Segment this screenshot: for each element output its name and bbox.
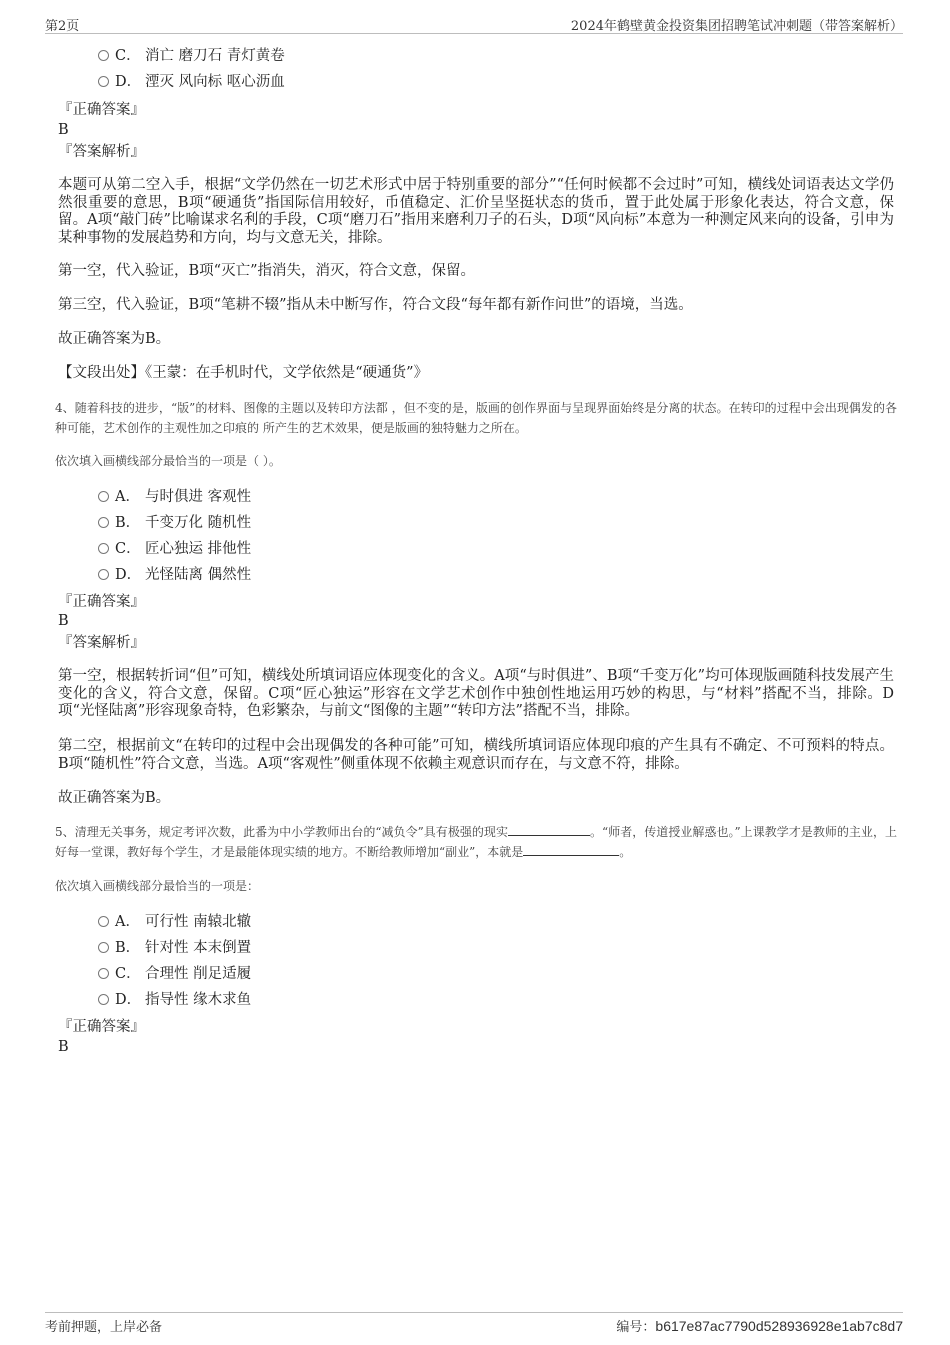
page-footer [45, 1312, 903, 1335]
radio-icon[interactable] [98, 942, 109, 953]
fill-blank [523, 843, 619, 856]
analysis-paragraph: 第二空，根据前文“在转印的过程中会出现偶发的各种可能”可知，横线所填词语应体现印痕的产生具有不确定、不可预料的特点。B项“随机性”符合文意，当选。A项“客观性”侧重体现不依赖主观意识而存在，与文意不符，排除。 [58, 738, 894, 772]
radio-icon[interactable] [98, 76, 109, 87]
analysis-paragraph: 第一空，代入验证，B项“灭亡”指消失，消灭，符合文意，保留。 [58, 263, 475, 279]
analysis-paragraph: 第一空，根据转折词“但”可知，横线处所填词语应体现变化的含义。A项“与时俱进”、B项“千变万化”均可体现版画随科技发展产生变化的含义，符合文意，保留。C项“匠心独运”形容在文学艺术创作中独创性地运用巧妙的构思，与“材料”搭配不当，排除。D项“光怪陆离”形容现象奇特，色彩繁杂，与前文“图像的主题”“转印方法”搭配不当，排除。 [58, 668, 894, 719]
option-a[interactable]: A． 与时俱进 客观性 [98, 487, 251, 507]
page-header [45, 15, 903, 34]
option-d[interactable]: D． 湮灭 风向标 呕心沥血 [98, 72, 285, 92]
option-c[interactable]: C． 匠心独运 排他性 [98, 539, 251, 559]
document-title: 2024年鹤壁黄金投资集团招聘笔试冲刺题（带答案解析） [570, 19, 903, 34]
question-stem: 4、随着科技的进步，“版”的材料、图像的主题以及转印方法都 ，但不变的是，版画的创作界面与呈现界面始终是分离的状态。在转印的过程中会出现偶发的各种可能，艺术创作的主观性加之印痕的 所产生的艺术效果，便是版画的独特魅力之所在。 [55, 401, 897, 435]
answer-label: 『正确答案』 [58, 594, 145, 610]
option-d[interactable]: D． 光怪陆离 偶然性 [98, 565, 251, 585]
analysis-paragraph: 第三空，代入验证，B项“笔耕不辍”指从未中断写作，符合文段“每年都有新作问世”的语境，当选。 [58, 297, 693, 313]
option-b[interactable]: B． 千变万化 随机性 [98, 513, 251, 533]
analysis-paragraph: 故正确答案为B。 [58, 790, 171, 806]
option-b[interactable]: B． 针对性 本末倒置 [98, 938, 251, 958]
footer-slogan: 考前押题，上岸必备 [45, 1320, 163, 1335]
analysis-paragraph: 故正确答案为B。 [58, 331, 171, 347]
radio-icon[interactable] [98, 543, 109, 554]
radio-icon[interactable] [98, 491, 109, 502]
question-stem: 5、清理无关事务，规定考评次数，此番为中小学教师出台的“减负令”具有极强的现实 。“师者，传道授业解惑也。”上课教学才是教师的主业，上好每一堂课，教好每个学生，才是最能体现实绩的地方。不断给教师增加“副业”，本就是 。 [55, 825, 897, 859]
radio-icon[interactable] [98, 569, 109, 580]
radio-icon[interactable] [98, 968, 109, 979]
option-c[interactable]: C． 合理性 削足适履 [98, 964, 251, 984]
fill-blank [508, 823, 590, 836]
page-number: 第2页 [45, 19, 80, 34]
option-a[interactable]: A． 可行性 南辕北辙 [98, 912, 251, 932]
option-c[interactable]: C． 消亡 磨刀石 青灯黄卷 [98, 46, 285, 66]
question-prompt: 依次填入画横线部分最恰当的一项是： [55, 879, 260, 893]
answer-value: B [58, 613, 69, 629]
answer-value: B [58, 122, 69, 138]
answer-label: 『正确答案』 [58, 1019, 145, 1035]
question-prompt: 依次填入画横线部分最恰当的一项是（ ）。 [55, 454, 281, 468]
answer-label: 『正确答案』 [58, 102, 145, 118]
source-citation: 【文段出处】《王蒙：在手机时代，文学依然是“硬通货”》 [58, 365, 429, 381]
analysis-label: 『答案解析』 [58, 635, 145, 651]
analysis-paragraph: 本题可从第二空入手，根据“文学仍然在一切艺术形式中居于特别重要的部分”“任何时候都不会过时”可知，横线处词语表达文学仍然很重要的意思，B项“硬通货”指国际信用较好，币值稳定、汇价呈坚挺状态的货币，置于此处属于形象化表达，符合文意，保留。A项“敲门砖”比喻谋求名利的手段，C项“磨刀石”指用来磨利刀子的石头，D项“风向标”本意为一种测定风来向的设备，引申为某种事物的发展趋势和方向，均与文意无关，排除。 [58, 177, 894, 246]
radio-icon[interactable] [98, 517, 109, 528]
document-code: 编号：b617e87ac7790d528936928e1ab7c8d7 [616, 1318, 903, 1335]
option-d[interactable]: D． 指导性 缘木求鱼 [98, 990, 251, 1010]
radio-icon[interactable] [98, 994, 109, 1005]
answer-value: B [58, 1039, 69, 1055]
analysis-label: 『答案解析』 [58, 144, 145, 160]
radio-icon[interactable] [98, 50, 109, 61]
radio-icon[interactable] [98, 916, 109, 927]
